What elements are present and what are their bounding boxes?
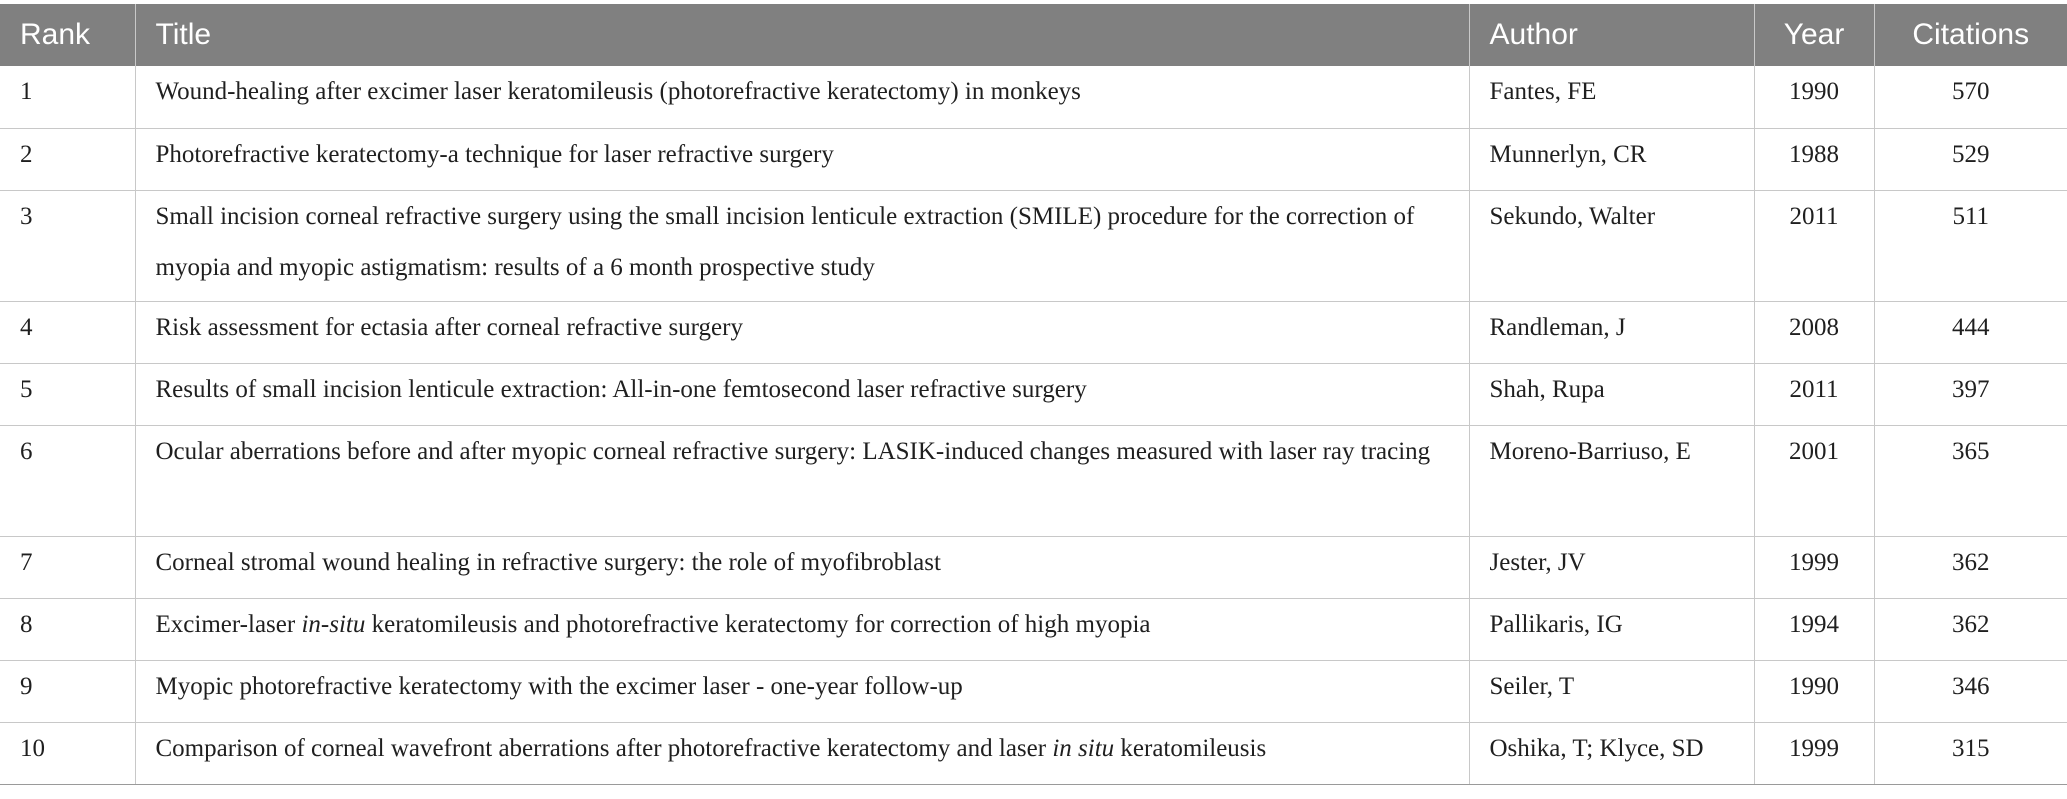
author-cell: Moreno-Barriuso, E xyxy=(1469,425,1754,536)
table-row xyxy=(0,598,2067,660)
citations-cell: 529 xyxy=(1874,128,2067,190)
citations-cell: 444 xyxy=(1874,301,2067,363)
title-text-italic: in situ xyxy=(1052,734,1115,762)
author-cell: Pallikaris, IG xyxy=(1469,598,1754,660)
table-row xyxy=(0,722,2067,784)
table-row xyxy=(0,660,2067,722)
table-header xyxy=(0,4,2067,66)
rank-cell: 4 xyxy=(0,301,135,363)
citations-cell: 362 xyxy=(1874,536,2067,598)
year-cell: 2011 xyxy=(1754,190,1874,301)
rank-cell: 5 xyxy=(0,363,135,425)
title-cell: Corneal stromal wound healing in refractive surgery: the role of myofibroblast xyxy=(135,536,1469,598)
table-row xyxy=(0,128,2067,190)
year-cell: 1988 xyxy=(1754,128,1874,190)
title-text-before: Excimer-laser xyxy=(155,610,302,638)
citations-cell: 362 xyxy=(1874,598,2067,660)
header-title: Title xyxy=(135,4,1469,66)
table-row xyxy=(0,425,2067,536)
title-cell: Ocular aberrations before and after myopic corneal refractive surgery: LASIK-induced changes measured with laser ray tracing xyxy=(135,425,1469,536)
rank-cell: 8 xyxy=(0,598,135,660)
year-cell: 1999 xyxy=(1754,722,1874,784)
rank-cell: 6 xyxy=(0,425,135,536)
title-text-italic: in-situ xyxy=(301,610,366,638)
table-body xyxy=(0,66,2067,784)
author-cell: Randleman, J xyxy=(1469,301,1754,363)
year-cell: 1994 xyxy=(1754,598,1874,660)
rank-cell: 7 xyxy=(0,536,135,598)
citations-cell: 397 xyxy=(1874,363,2067,425)
title-cell: Small incision corneal refractive surgery using the small incision lenticule extraction (SMILE) procedure for the correction of myopia and myopic astigmatism: results of a 6 month prospective study xyxy=(135,190,1469,301)
year-cell: 2008 xyxy=(1754,301,1874,363)
top-cited-papers-table xyxy=(0,4,2067,785)
year-cell: 1990 xyxy=(1754,660,1874,722)
table-row xyxy=(0,301,2067,363)
title-cell xyxy=(135,598,1469,660)
header-rank: Rank xyxy=(0,4,135,66)
header-year: Year xyxy=(1754,4,1874,66)
title-cell: Wound-healing after excimer laser keratomileusis (photorefractive keratectomy) in monkeys xyxy=(135,66,1469,128)
citations-cell: 365 xyxy=(1874,425,2067,536)
citations-cell: 346 xyxy=(1874,660,2067,722)
title-cell: Myopic photorefractive keratectomy with the excimer laser - one-year follow-up xyxy=(135,660,1469,722)
header-citations: Citations xyxy=(1874,4,2067,66)
title-text-after: keratomileusis xyxy=(1114,734,1267,762)
rank-cell: 9 xyxy=(0,660,135,722)
citations-cell: 511 xyxy=(1874,190,2067,301)
title-text-before: Comparison of corneal wavefront aberrations after photorefractive keratectomy and laser xyxy=(155,734,1053,762)
table-row xyxy=(0,190,2067,301)
header-author: Author xyxy=(1469,4,1754,66)
title-text-after: keratomileusis and photorefractive keratectomy for correction of high myopia xyxy=(365,610,1151,638)
rank-cell: 2 xyxy=(0,128,135,190)
citations-cell: 570 xyxy=(1874,66,2067,128)
author-cell: Jester, JV xyxy=(1469,536,1754,598)
rank-cell: 3 xyxy=(0,190,135,301)
author-cell: Seiler, T xyxy=(1469,660,1754,722)
title-cell: Risk assessment for ectasia after corneal refractive surgery xyxy=(135,301,1469,363)
author-cell: Shah, Rupa xyxy=(1469,363,1754,425)
table-row xyxy=(0,536,2067,598)
rank-cell: 10 xyxy=(0,722,135,784)
title-cell: Results of small incision lenticule extraction: All-in-one femtosecond laser refractive surgery xyxy=(135,363,1469,425)
table-row xyxy=(0,363,2067,425)
author-cell: Sekundo, Walter xyxy=(1469,190,1754,301)
year-cell: 1999 xyxy=(1754,536,1874,598)
title-cell xyxy=(135,722,1469,784)
rank-cell: 1 xyxy=(0,66,135,128)
header-row xyxy=(0,4,2067,66)
year-cell: 1990 xyxy=(1754,66,1874,128)
year-cell: 2001 xyxy=(1754,425,1874,536)
author-cell: Munnerlyn, CR xyxy=(1469,128,1754,190)
citations-table-container xyxy=(0,4,2067,785)
year-cell: 2011 xyxy=(1754,363,1874,425)
author-cell: Fantes, FE xyxy=(1469,66,1754,128)
citations-cell: 315 xyxy=(1874,722,2067,784)
author-cell: Oshika, T; Klyce, SD xyxy=(1469,722,1754,784)
title-cell: Photorefractive keratectomy-a technique for laser refractive surgery xyxy=(135,128,1469,190)
table-row xyxy=(0,66,2067,128)
